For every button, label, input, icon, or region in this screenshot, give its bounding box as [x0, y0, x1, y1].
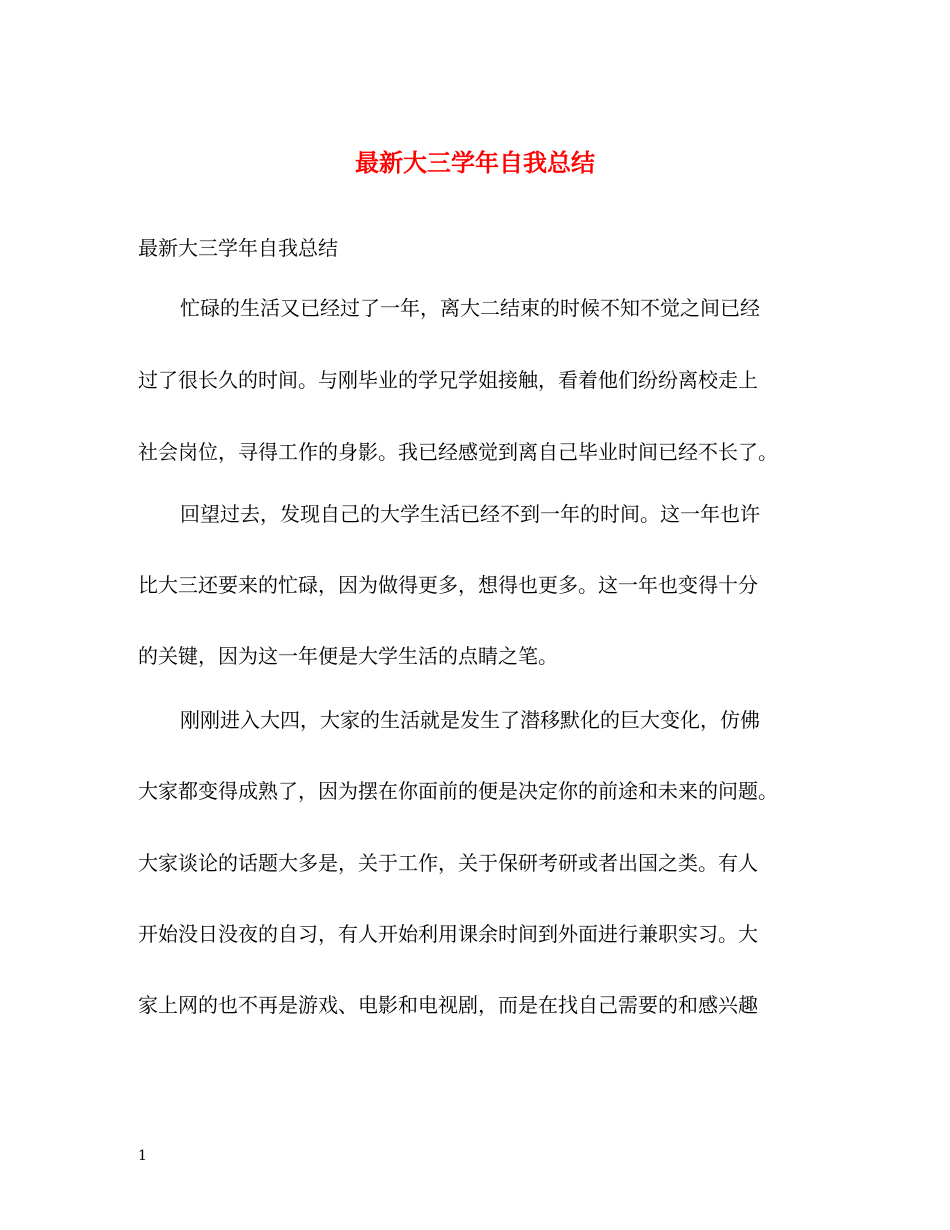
paragraph-line: 比大三还要来的忙碌，因为做得更多，想得也更多。这一年也变得十分 — [138, 573, 758, 597]
paragraph-line: 回望过去，发现自己的大学生活已经不到一年的时间。这一年也许 — [180, 502, 760, 526]
paragraph-line: 社会岗位，寻得工作的身影。我已经感觉到离自己毕业时间已经不长了。 — [138, 440, 778, 464]
paragraph-line: 忙碌的生活又已经过了一年，离大二结束的时候不知不觉之间已经 — [180, 296, 760, 320]
document-title: 最新大三学年自我总结 — [355, 148, 595, 177]
paragraph-line: 过了很长久的时间。与刚毕业的学兄学姐接触，看着他们纷纷离校走上 — [138, 368, 758, 392]
paragraph-line: 大家谈论的话题大多是，关于工作，关于保研考研或者出国之类。有人 — [138, 851, 758, 875]
page-number: 1 — [138, 1148, 147, 1164]
paragraph-line: 大家都变得成熟了，因为摆在你面前的便是决定你的前途和未来的问题。 — [138, 779, 778, 803]
document-subtitle: 最新大三学年自我总结 — [138, 236, 338, 260]
paragraph-line: 家上网的也不再是游戏、电影和电视剧，而是在找自己需要的和感兴趣 — [138, 993, 758, 1017]
paragraph-line: 的关键，因为这一年便是大学生活的点睛之笔。 — [138, 644, 558, 668]
paragraph-line: 刚刚进入大四，大家的生活就是发生了潜移默化的巨大变化，仿佛 — [180, 708, 760, 732]
paragraph-line: 开始没日没夜的自习，有人开始利用课余时间到外面进行兼职实习。大 — [138, 922, 758, 946]
